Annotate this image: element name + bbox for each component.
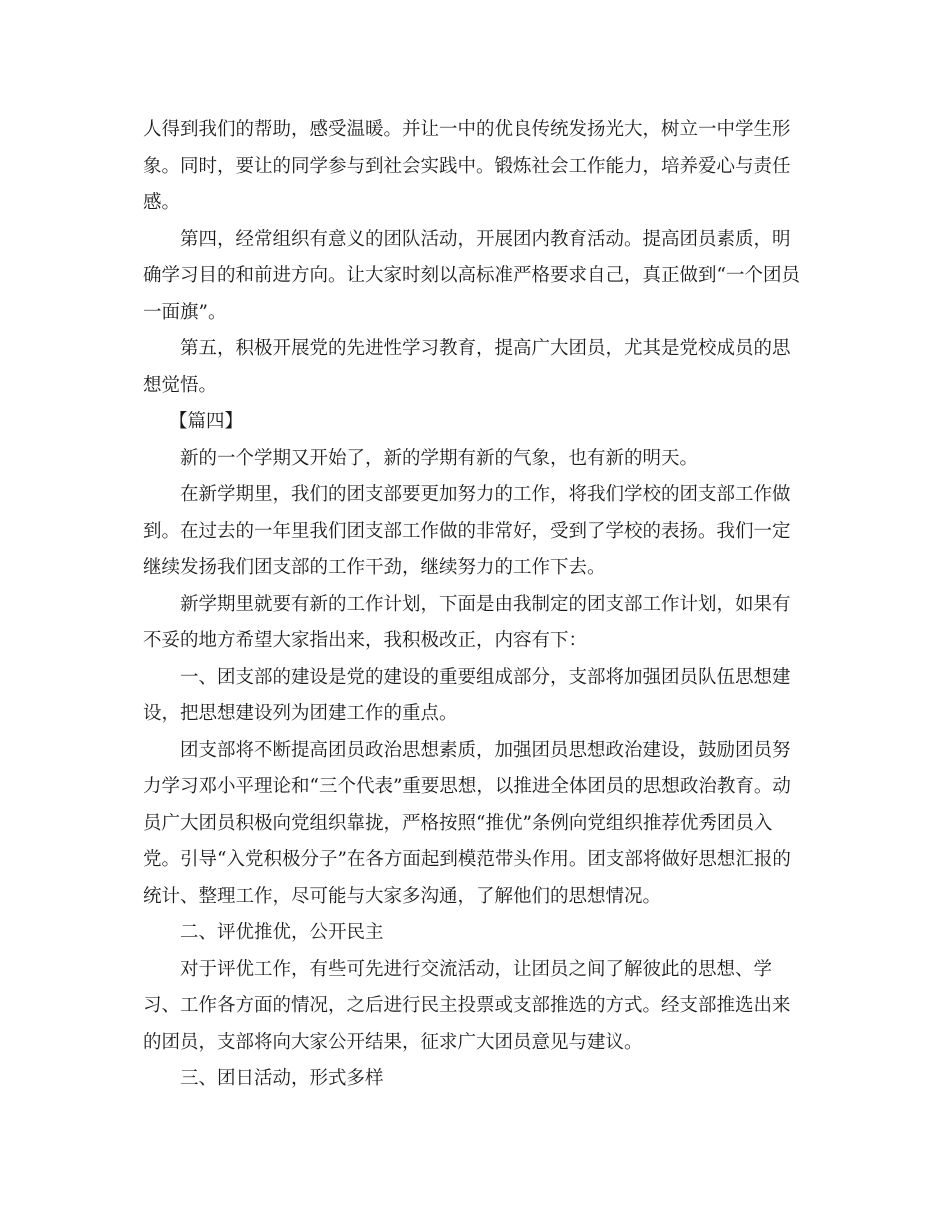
text-line: 设，把思想建设列为团建工作的重点。 (143, 703, 458, 724)
text-line: 第五，积极开展党的先进性学习教育，提高广大团员，尤其是党校成员的思 (180, 338, 791, 359)
text-line: 人得到我们的帮助，感受温暖。并让一中的优良传统发扬光大，树立一中学生形 (143, 119, 791, 140)
text-line: 团支部将不断提高团员政治思想素质，加强团员思想政治建设，鼓励团员努 (180, 739, 791, 761)
paragraph (143, 587, 813, 660)
text-line: 党。引导“入党积极分子”在各方面起到模范带头作用。团支部将做好思想汇报的 (143, 849, 791, 870)
text-line: 在新学期里，我们的团支部要更加努力的工作，将我们学校的团支部工作做 (180, 484, 791, 505)
text-line: 一面旗”。 (143, 301, 227, 323)
section-heading-text: 【篇四】 (169, 411, 244, 432)
text-line: 象。同时，要让的同学参与到社会实践中。锻炼社会工作能力，培养爱心与责任 (143, 155, 791, 177)
paragraph (143, 1061, 813, 1098)
text-line: 到。在过去的一年里我们团支部工作做的非常好，受到了学校的表扬。我们一定 (143, 520, 791, 542)
paragraph (143, 952, 813, 1062)
text-line: 感。 (143, 192, 181, 213)
text-line: 对于评优工作，有些可先进行交流活动，让团员之间了解彼此的思想、学 (180, 958, 773, 980)
paragraph (143, 660, 813, 733)
text-line: 确学习目的和前进方向。让大家时刻以高标准严格要求自己，真正做到“一个团员 (143, 265, 800, 286)
paragraph (143, 733, 813, 916)
paragraph (143, 477, 813, 587)
document-body (143, 112, 813, 1098)
paragraph (143, 441, 813, 478)
text-line: 三、团日活动，形式多样 (180, 1068, 384, 1089)
paragraph (143, 331, 813, 404)
section-heading (143, 404, 813, 441)
paragraph (143, 222, 813, 332)
paragraph (143, 915, 813, 952)
text-line: 力学习邓小平理论和“三个代表”重要思想，以推进全体团员的思想政治教育。动 (143, 776, 791, 797)
text-line: 继续发扬我们团支部的工作干劲，继续努力的工作下去。 (143, 557, 606, 578)
text-line: 一、团支部的建设是党的建设的重要组成部分，支部将加强团员队伍思想建 (180, 666, 791, 688)
text-line: 不妥的地方希望大家指出来，我积极改正，内容有下： (143, 630, 588, 651)
text-line: 统计、整理工作，尽可能与大家多沟通，了解他们的思想情况。 (143, 885, 662, 907)
text-line: 二、评优推优，公开民主 (180, 922, 384, 943)
text-line: 新学期里就要有新的工作计划，下面是由我制定的团支部工作计划，如果有 (180, 593, 791, 615)
text-line: 的团员，支部将向大家公开结果，征求广大团员意见与建议。 (143, 1031, 643, 1053)
text-line: 想觉悟。 (143, 374, 218, 396)
paragraph (143, 112, 813, 222)
text-line: 习、工作各方面的情况，之后进行民主投票或支部推选的方式。经支部推选出来 (143, 995, 791, 1016)
text-line: 新的一个学期又开始了，新的学期有新的气象，也有新的明天。 (180, 447, 699, 469)
text-line: 第四，经常组织有意义的团队活动，开展团内教育活动。提高团员素质，明 (180, 228, 791, 250)
text-line: 员广大团员积极向党组织靠拢，严格按照“推优”条例向党组织推荐优秀团员入 (143, 812, 773, 834)
